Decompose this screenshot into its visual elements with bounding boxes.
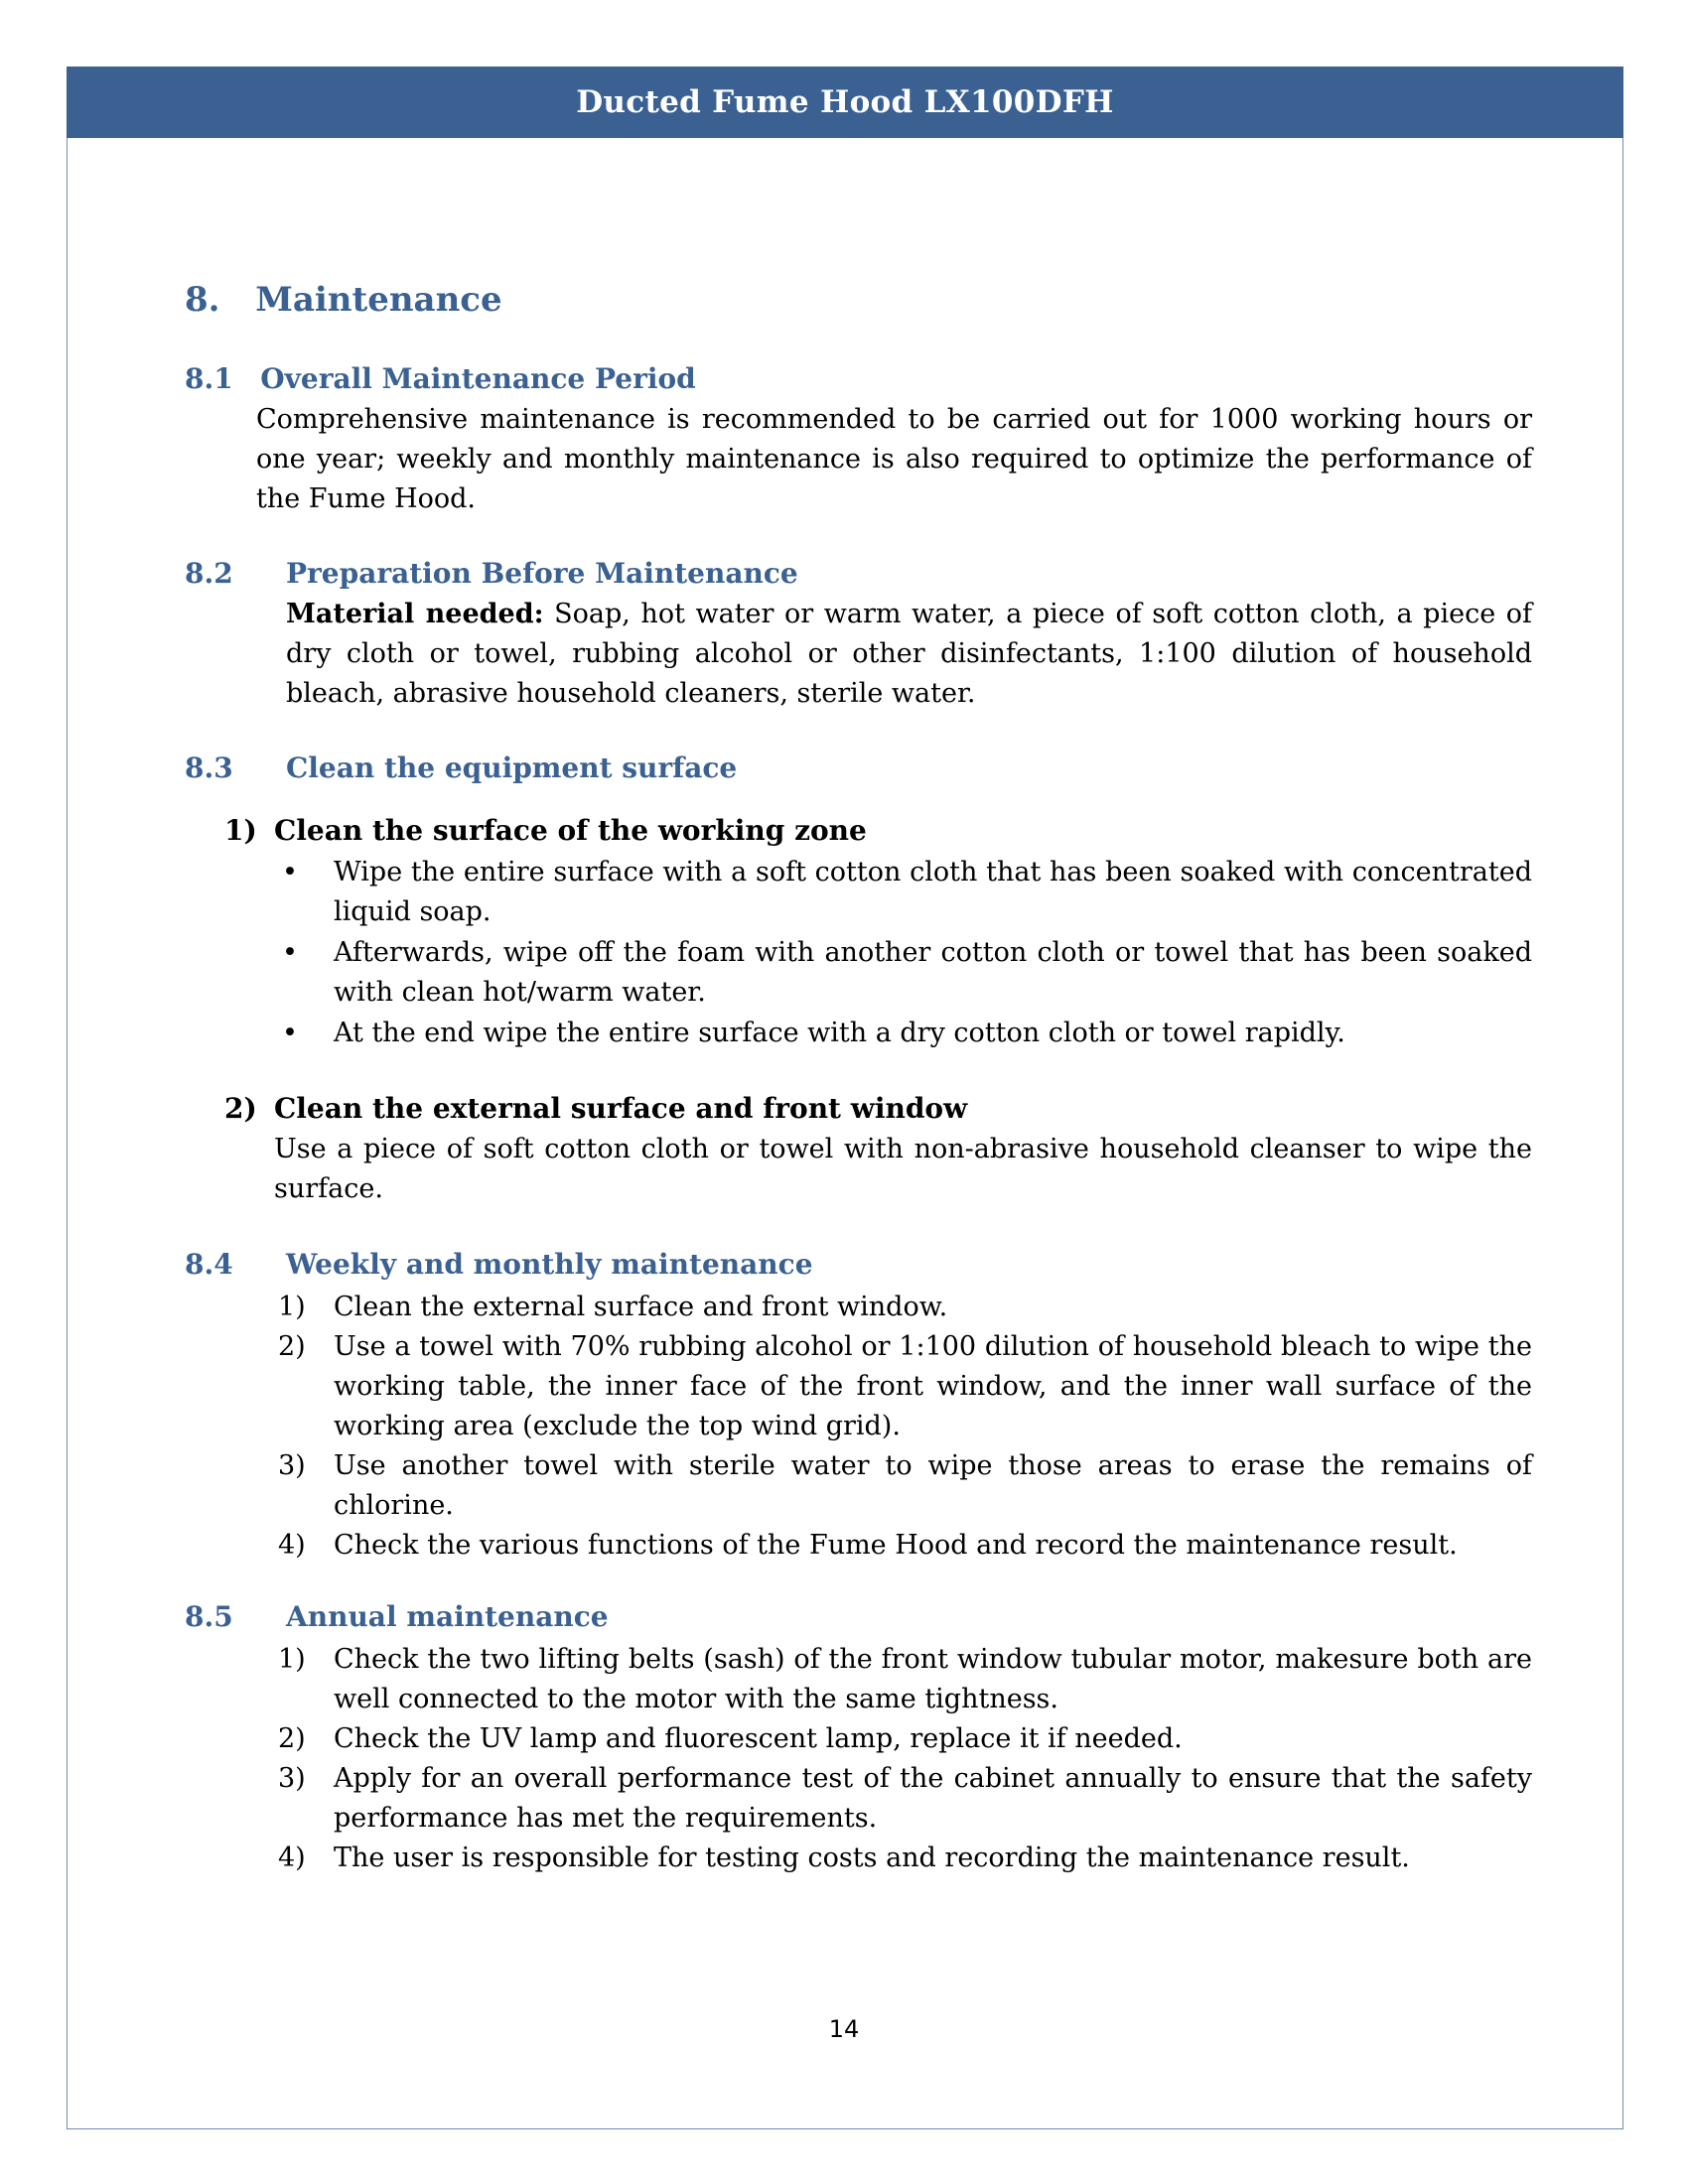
subsection-title: Preparation Before Maintenance bbox=[286, 557, 798, 590]
list-item: 1) Clean the external surface and front window. bbox=[278, 1292, 948, 1322]
working-zone-bullets bbox=[282, 853, 1532, 1053]
weekly-monthly-list bbox=[278, 1288, 1532, 1566]
subsection-8-1-body: Comprehensive maintenance is recommended to be carried out for 1000 working hours or one year; weekly and monthly maintenance is also required to optimize the performance of the Fume Hood. bbox=[256, 404, 1532, 514]
header-bar bbox=[67, 67, 1623, 138]
list-item: 2) Check the UV lamp and fluorescent lamp, replace it if needed. bbox=[278, 1723, 1183, 1754]
sub-item-title: Clean the external surface and front window bbox=[274, 1092, 968, 1125]
list-item: 1) Check the two lifting belts (sash) of the front window tubular motor, makesure both are well connected to the motor with the same tightness. bbox=[278, 1644, 1532, 1714]
list-item: • Wipe the entire surface with a soft cotton cloth that has been soaked with concentrated liquid soap. bbox=[282, 857, 1532, 927]
sub-item-marker: 2) bbox=[224, 1092, 257, 1125]
subsection-8-1-heading bbox=[185, 362, 696, 395]
subsection-8-5-heading bbox=[185, 1600, 609, 1633]
subsection-title: Annual maintenance bbox=[286, 1600, 609, 1633]
sub-item-marker: 1) bbox=[224, 814, 257, 847]
section-title: Maintenance bbox=[255, 280, 502, 320]
material-label: Material needed: bbox=[286, 599, 544, 629]
list-item: 4) Check the various functions of the Fume Hood and record the maintenance result. bbox=[278, 1530, 1458, 1561]
subsection-number: 8.1 bbox=[185, 362, 233, 395]
subsection-title: Overall Maintenance Period bbox=[260, 362, 696, 395]
list-item: 2) Use a towel with 70% rubbing alcohol or 1:100 dilution of household bleach to wipe the working table, the inner face of the front window, and the inner wall surface of the working area (exclude the top wind grid). bbox=[278, 1331, 1532, 1441]
list-item: 3) Apply for an overall performance test of the cabinet annually to ensure that the safety performance has met the requirements. bbox=[278, 1763, 1532, 1834]
sub-item-2-heading bbox=[224, 1092, 967, 1125]
subsection-8-2-body bbox=[286, 595, 1532, 714]
subsection-number: 8.4 bbox=[185, 1248, 233, 1281]
sub-item-1-heading bbox=[224, 814, 867, 847]
subsection-number: 8.3 bbox=[185, 751, 233, 784]
subsection-title: Weekly and monthly maintenance bbox=[286, 1248, 813, 1281]
header-title: Ducted Fume Hood LX100DFH bbox=[576, 84, 1114, 120]
subsection-title: Clean the equipment surface bbox=[286, 751, 738, 784]
sub-item-2-body: Use a piece of soft cotton cloth or towel with non-abrasive household cleanser to wipe the surface. bbox=[274, 1134, 1532, 1204]
subsection-number: 8.5 bbox=[185, 1600, 233, 1633]
subsection-8-3-heading bbox=[185, 751, 737, 784]
list-item: • At the end wipe the entire surface with a dry cotton cloth or towel rapidly. bbox=[282, 1018, 1345, 1048]
section-number: 8. bbox=[185, 280, 220, 320]
list-item: 4) The user is responsible for testing costs and recording the maintenance result. bbox=[278, 1843, 1410, 1873]
subsection-number: 8.2 bbox=[185, 557, 233, 590]
sub-item-title: Clean the surface of the working zone bbox=[274, 814, 867, 847]
material-text: Soap, hot water or warm water, a piece of soft cotton cloth, a piece of dry cloth or towel, rubbing alcohol or other disinfectants, 1:100 dilution of household bleach, abrasive household cleaners, sterile water. bbox=[286, 599, 1533, 709]
subsection-8-4-heading bbox=[185, 1248, 813, 1281]
list-item: 3) Use another towel with sterile water to wipe those areas to erase the remains of chlorine. bbox=[278, 1450, 1532, 1521]
subsection-8-2-heading bbox=[185, 557, 798, 590]
page-number: 14 bbox=[828, 2015, 860, 2043]
annual-list bbox=[278, 1640, 1532, 1878]
list-item: • Afterwards, wipe off the foam with another cotton cloth or towel that has been soaked with clean hot/warm water. bbox=[282, 937, 1532, 1008]
section-heading bbox=[185, 280, 502, 320]
